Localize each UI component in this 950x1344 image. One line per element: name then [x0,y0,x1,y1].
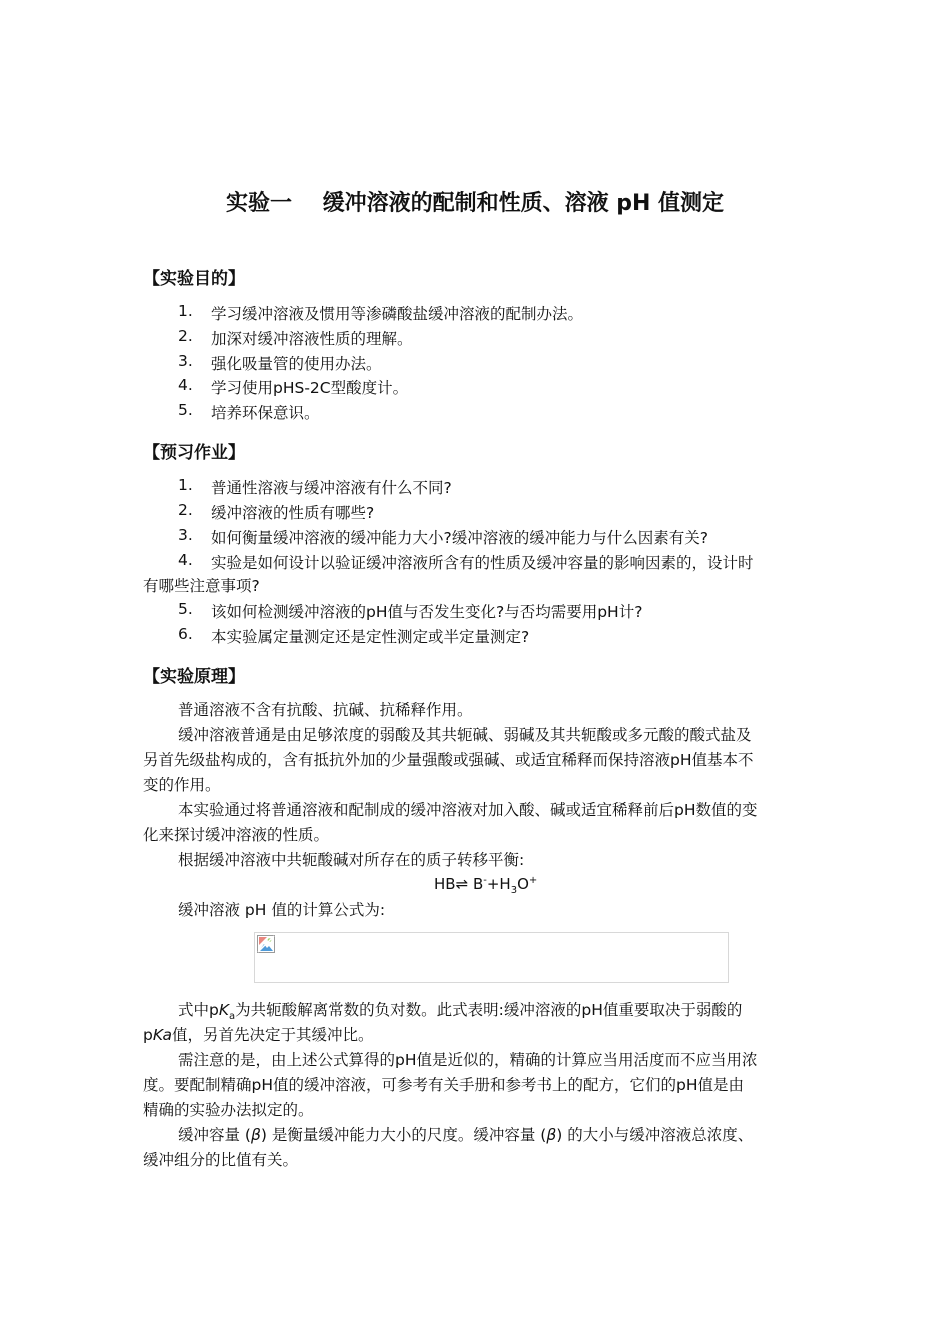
paragraph: 缓冲溶液普通是由足够浓度的弱酸及其共轭碱、弱碱及其共轭酸或多元酸的酸式盐及 [178,726,752,744]
paragraph: 本实验通过将普通溶液和配制成的缓冲溶液对加入酸、碱或适宜稀释前后pH数值的变 [178,801,758,819]
list-item-number: 4. [178,376,193,394]
text-span: 式中p [178,1001,219,1019]
paragraph [178,1000,742,1027]
paragraph: 度。要配制精确pH值的缓冲溶液，可参考有关手册和参考书上的配方，它们的pH值是由 [143,1076,744,1094]
text-span: p [143,1026,153,1044]
text-span: 缓冲容量 ( [178,1126,251,1144]
italic-symbol: β [250,1126,261,1144]
italic-symbol: β [546,1126,557,1144]
paragraph: 缓冲组分的比值有关。 [143,1151,299,1169]
paragraph: 化来探讨缓冲溶液的性质。 [143,826,330,844]
section-heading-preview: 【预习作业】 [143,443,245,463]
equation-sup: + [528,875,538,886]
equation-part: +H [486,875,511,893]
subscript: a [229,1011,236,1023]
list-item-number: 1. [178,476,193,494]
paragraph [178,1125,753,1145]
list-item-number: 2. [178,327,193,345]
list-item-number: 5. [178,401,193,419]
list-item-number: 6. [178,625,193,643]
list-item: 加深对缓冲溶液性质的理解。 [211,330,413,348]
list-item-number: 5. [178,600,193,618]
paragraph: 精确的实验办法拟定的。 [143,1101,314,1119]
section-heading-objectives: 【实验目的】 [143,269,245,289]
list-item-number: 3. [178,352,193,370]
list-item: 培养环保意识。 [211,404,320,422]
list-item: 学习缓冲溶液及惯用等渗磷酸盐缓冲溶液的配制办法。 [211,305,584,323]
italic-symbol: K [218,1001,230,1019]
list-item-number: 1. [178,302,193,320]
paragraph [143,1025,373,1045]
list-item: 该如何检测缓冲溶液的pH值与否发生变化?与否均需要用pH计? [211,603,643,621]
paragraph: 变的作用。 [143,776,221,794]
list-item: 缓冲溶液的性质有哪些? [211,504,375,522]
paragraph: 普通溶液不含有抗酸、抗碱、抗稀释作用。 [178,701,473,719]
text-span: ) 是衡量缓冲能力大小的尺度。缓冲容量 ( [260,1126,547,1144]
list-item: 本实验属定量测定还是定性测定或半定量测定? [211,628,530,646]
list-item-continuation: 有哪些注意事项? [143,577,260,595]
paragraph: 需注意的是，由上述公式算得的pH值是近似的，精确的计算应当用活度而不应当用浓 [178,1051,758,1069]
text-span: 值，另首先决定于其缓冲比。 [171,1026,374,1044]
broken-image-icon [257,935,275,953]
page-title: 实验一 缓冲溶液的配制和性质、溶液 pH 值测定 [225,191,725,216]
italic-symbol: Ka [152,1026,172,1044]
list-item: 如何衡量缓冲溶液的缓冲能力大小?缓冲溶液的缓冲能力与什么因素有关? [211,529,708,547]
equilibrium-equation [434,875,537,896]
equation-sup: - [483,875,487,886]
list-item-number: 3. [178,526,193,544]
formula-image-placeholder [254,932,729,983]
equation-sub: 3 [510,885,518,896]
text-span: ) 的大小与缓冲溶液总浓度、 [556,1126,754,1144]
section-heading-principle: 【实验原理】 [143,667,245,687]
list-item: 强化吸量管的使用办法。 [211,355,382,373]
list-item-number: 2. [178,501,193,519]
equilibrium-arrow: ⇌ [455,875,469,893]
paragraph: 缓冲溶液 pH 值的计算公式为: [178,901,386,919]
list-item-number: 4. [178,551,193,569]
equation-part: O [517,875,529,893]
equation-part: HB [434,875,456,893]
paragraph: 根据缓冲溶液中共轭酸碱对所存在的质子转移平衡: [178,851,525,869]
equation-part: B [472,875,484,893]
list-item: 普通性溶液与缓冲溶液有什么不同? [211,479,452,497]
text-span: 为共轭酸解离常数的负对数。此式表明:缓冲溶液的pH值重要取决于弱酸的 [235,1001,743,1019]
paragraph: 另首先级盐构成的，含有抵抗外加的少量强酸或强碱、或适宜稀释而保持溶液pH值基本不 [143,751,754,769]
list-item: 学习使用pHS-2C型酸度计。 [211,379,409,397]
list-item: 实验是如何设计以验证缓冲溶液所含有的性质及缓冲容量的影响因素的，设计时 [211,554,754,572]
